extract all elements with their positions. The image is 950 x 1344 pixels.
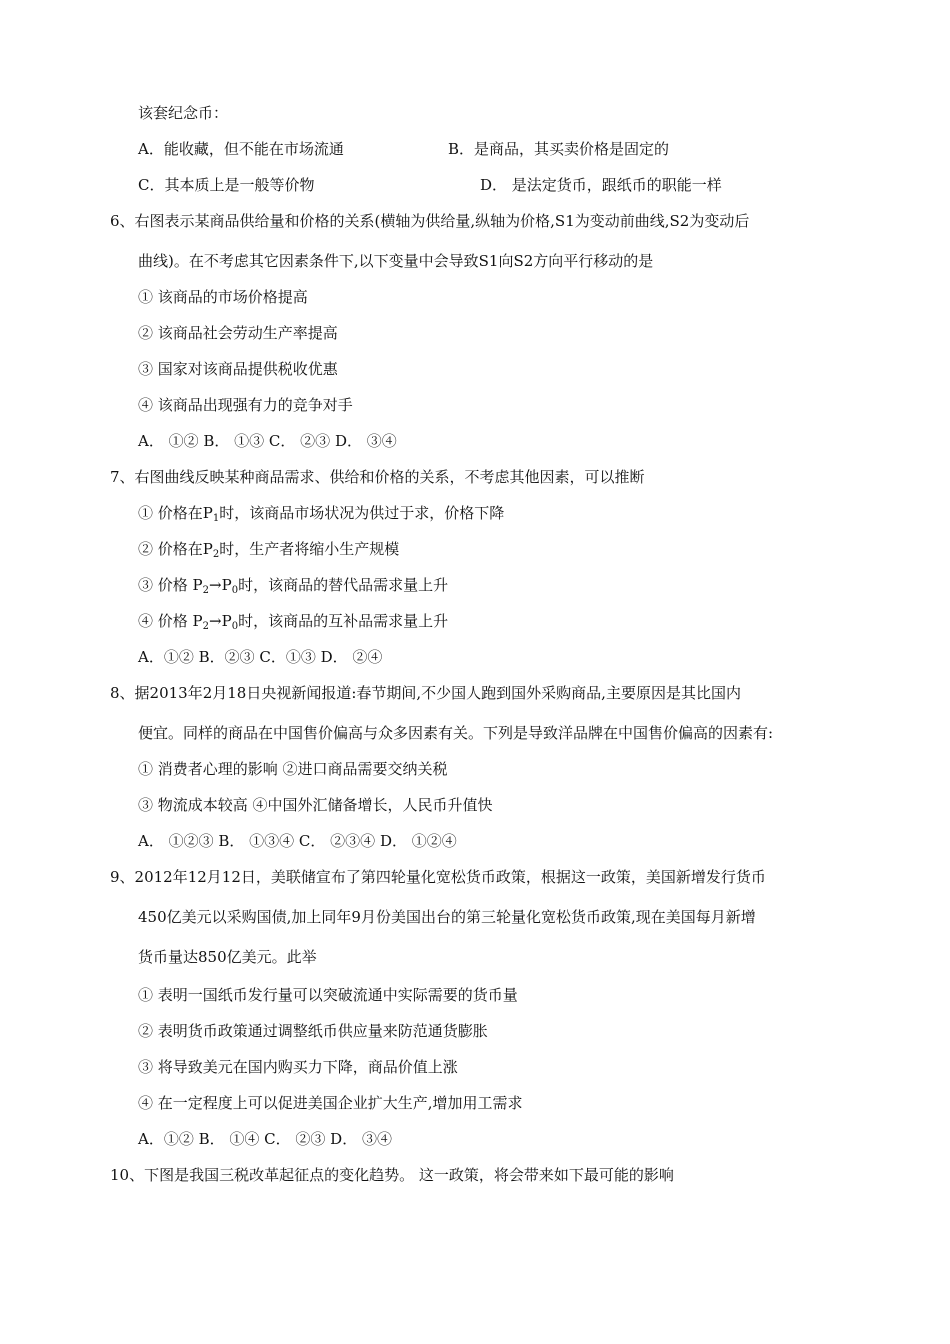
- question-6-stem: 6、右图表示某商品供给量和价格的关系(横轴为供给量,纵轴为价格,S1为变动前曲线,S2为变动后: [110, 212, 750, 230]
- option-b: B．是商品，其买卖价格是固定的: [448, 140, 670, 158]
- statement-item: ③ 国家对该商品提供税收优惠: [138, 360, 338, 378]
- statement-item: ④ 价格 $P_2\to P_0$时，该商品的互补品需求量上升: [138, 612, 449, 632]
- statement-item: ④ 在一定程度上可以促进美国企业扩大生产,增加用工需求: [138, 1094, 523, 1112]
- question-9-stem: 9、2012年12月12日，美联储宣布了第四轮量化宽松货币政策，根据这一政策，美国新增发行货币: [110, 868, 766, 886]
- question-10-stem: 10、下图是我国三税改革起征点的变化趋势。 这一政策，将会带来如下最可能的影响: [110, 1166, 674, 1184]
- statement-item: ① 价格在$P_1$时，该商品市场状况为供过于求，价格下降: [138, 504, 505, 524]
- question-9-stem-cont: 450亿美元以采购国债,加上同年9月份美国出台的第三轮量化宽松货币政策,现在美国每月新增: [138, 908, 756, 926]
- answer-options: A．①② B．②③ C．①③ D． ②④: [138, 648, 383, 666]
- statement-item: ③ 价格 $P_2\to P_0$时，该商品的替代品需求量上升: [138, 576, 449, 596]
- question-6-stem-cont: 曲线)。在不考虑其它因素条件下,以下变量中会导致S1向S2方向平行移动的是: [138, 252, 654, 270]
- option-a: A．能收藏，但不能在市场流通: [138, 140, 344, 158]
- statement-item: ③ 将导致美元在国内购买力下降，商品价值上涨: [138, 1058, 458, 1076]
- statement-item: ① 该商品的市场价格提高: [138, 288, 308, 306]
- option-c: C．其本质上是一般等价物: [138, 176, 315, 194]
- answer-options: A． ①②③ B． ①③④ C． ②③④ D． ①②④: [138, 832, 457, 850]
- statement-item: ③ 物流成本较高 ④中国外汇储备增长，人民币升值快: [138, 796, 493, 814]
- answer-options: A． ①② B． ①③ C． ②③ D． ③④: [138, 432, 397, 450]
- question-9-stem-cont: 货币量达850亿美元。此举: [138, 948, 317, 966]
- text-line: 该套纪念币：: [138, 104, 229, 122]
- answer-options: A．①② B． ①④ C． ②③ D． ③④: [138, 1130, 392, 1148]
- statement-item: ① 表明一国纸币发行量可以突破流通中实际需要的货币量: [138, 986, 518, 1004]
- question-7-stem: 7、右图曲线反映某种商品需求、供给和价格的关系，不考虑其他因素，可以推断: [110, 468, 645, 486]
- statement-item: ② 表明货币政策通过调整纸币供应量来防范通货膨胀: [138, 1022, 488, 1040]
- question-8-stem-cont: 便宜。同样的商品在中国售价偏高与众多因素有关。下列是导致洋品牌在中国售价偏高的因素有:: [138, 724, 774, 742]
- statement-item: ② 价格在$P_2$时，生产者将缩小生产规模: [138, 540, 400, 560]
- option-d: D． 是法定货币，跟纸币的职能一样: [480, 176, 722, 194]
- statement-item: ① 消费者心理的影响 ②进口商品需要交纳关税: [138, 760, 448, 778]
- statement-item: ② 该商品社会劳动生产率提高: [138, 324, 338, 342]
- question-8-stem: 8、据2013年2月18日央视新闻报道:春节期间,不少国人跑到国外采购商品,主要原因是其比国内: [110, 684, 741, 702]
- statement-item: ④ 该商品出现强有力的竞争对手: [138, 396, 353, 414]
